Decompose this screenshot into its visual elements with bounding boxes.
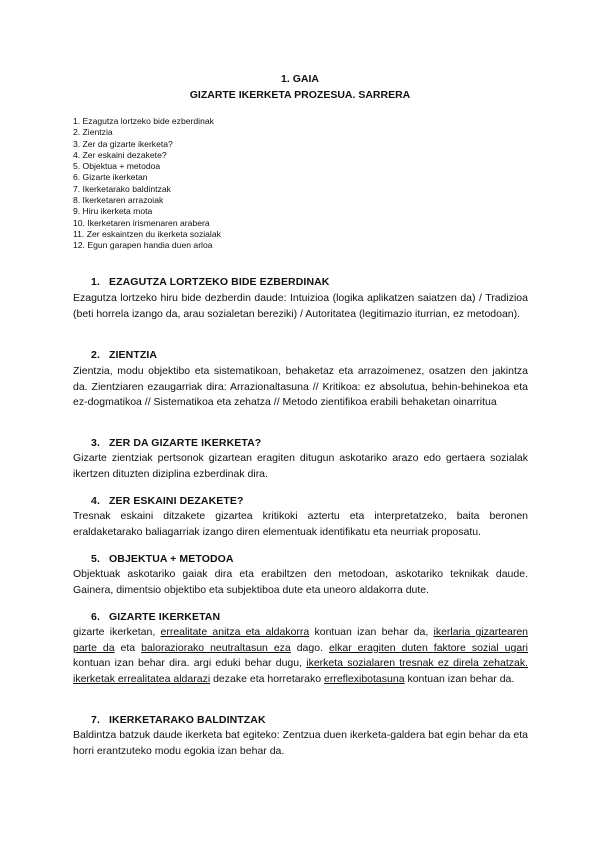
section-title: OBJEKTUA + METODOA xyxy=(109,553,234,565)
section-number: 1. xyxy=(91,276,100,288)
chapter-number: 1. GAIA xyxy=(281,73,319,85)
section-number: 2. xyxy=(91,349,100,361)
underlined-phrase: ikerlaria gizartearen parte da xyxy=(73,626,529,654)
section-heading xyxy=(91,437,261,449)
section-number: 7. xyxy=(91,714,100,726)
underlined-phrase: elkar eragiten duten faktore sozial ugari xyxy=(328,641,528,654)
toc-item: 8. Ikerketaren arrazoiak xyxy=(73,195,164,206)
underlined-phrase: baloraziorako neutraltasun eza xyxy=(141,641,291,654)
section-title: ZER ESKAINI DEZAKETE? xyxy=(109,495,244,507)
text-run: kontuan izan behar da, xyxy=(309,626,434,638)
section-body: Tresnak eskaini ditzakete gizartea kritikoki aztertu eta interpretatzeko, baita beronen eraldaketarako baliagarriak izango diren elementuak identifikatu eta neurriak proposatu. xyxy=(73,510,528,538)
toc-item: 4. Zer eskaini dezakete? xyxy=(73,149,167,160)
text-run: gizarte ikerketan, xyxy=(73,626,161,638)
toc-item: 11. Zer eskaintzen du ikerketa sozialak xyxy=(73,228,221,239)
section-title: ZIENTZIA xyxy=(109,349,158,361)
text-run: dezake eta horretarako xyxy=(210,673,324,686)
section-title: GIZARTE IKERKETAN xyxy=(109,611,221,623)
text-run: kontuan izan behar da. xyxy=(404,673,515,686)
toc-item: 7. Ikerketarako baldintzak xyxy=(73,183,171,194)
page-title: GIZARTE IKERKETA PROZESUA. SARRERA xyxy=(189,89,411,101)
toc-item: 2. Zientzia xyxy=(73,127,113,138)
section-body xyxy=(73,625,528,688)
underlined-phrase: ikerketa sozialaren tresnak ez direla zehatzak. xyxy=(306,657,528,670)
section-body: Zientzia, modu objektibo eta sistematikoan, behaketaz eta arrazoimenez, osatzen den jakintza da. Zientziaren ezaugarriak dira: Arrazionaltasuna // Kritikoa: ez absolutua, behin-behinekoa eta ez-dogmatikoa // Sistematikoa eta zehatza // Metodo zientifikoa erabili behaketan oinarritua xyxy=(73,365,528,409)
underlined-phrase: erreflexibotasuna xyxy=(323,673,405,686)
toc-item: 12. Egun garapen handia duen arloa xyxy=(73,240,213,251)
section-number: 5. xyxy=(91,553,100,565)
toc-item: 1. Ezagutza lortzeko bide ezberdinak xyxy=(73,116,214,126)
section-body: Gizarte zientziak pertsonok gizartean eragiten ditugun askotariko arazo edo gertaera sozialak ikertzen dituzten diziplina ezberdinak dira. xyxy=(73,452,528,480)
section-heading xyxy=(91,611,220,623)
toc-item: 3. Zer da gizarte ikerketa? xyxy=(73,138,173,149)
section-heading xyxy=(91,349,157,361)
section-heading xyxy=(91,714,266,726)
section-title: IKERKETARAKO BALDINTZAK xyxy=(109,714,266,726)
underlined-phrase: ikerketak errealitatea aldarazi xyxy=(73,673,211,686)
section-body: Ezagutza lortzeko hiru bide dezberdin daude: Intuizioa (logika aplikatzen saiatzen da) / Tradizioa (beti horrela izango da, arau sozialetan bereziki) / Autoritatea (legitimazio iturrian, ez metodoan). xyxy=(73,292,528,320)
text-run: eta xyxy=(114,641,142,654)
section-number: 6. xyxy=(91,611,100,623)
section-heading xyxy=(91,276,330,288)
section-title: ZER DA GIZARTE IKERKETA? xyxy=(109,437,262,449)
table-of-contents xyxy=(73,116,221,252)
text-run: dago. xyxy=(290,641,329,654)
underlined-phrase: errealitate anitza eta aldakorra xyxy=(160,626,310,638)
section-heading xyxy=(91,553,234,565)
section-heading xyxy=(91,495,244,507)
toc-item: 10. Ikerketaren irismenaren arabera xyxy=(73,217,210,228)
section-body: Objektuak askotariko gaiak dira eta erabiltzen den metodoan, askotariko teknikak daude. Gainera, dimentsio objektibo eta subjektiboa dute eta uneoro aldakorra dute. xyxy=(73,568,528,596)
section-number: 3. xyxy=(91,437,100,449)
section-body: Baldintza batzuk daude ikerketa bat egiteko: Zentzua duen ikerketa-galdera bat egin behar da eta horri erantzuteko modu egokia izan behar da. xyxy=(73,729,528,757)
toc-item: 5. Objektua + metodoa xyxy=(73,161,161,172)
section-number: 4. xyxy=(91,495,100,507)
toc-item: 9. Hiru ikerketa mota xyxy=(73,206,153,217)
section-title: EZAGUTZA LORTZEKO BIDE EZBERDINAK xyxy=(109,276,330,288)
text-run: kontuan izan behar dira. argi eduki behar dugu, xyxy=(73,657,307,670)
toc-item: 6. Gizarte ikerketan xyxy=(73,172,148,183)
